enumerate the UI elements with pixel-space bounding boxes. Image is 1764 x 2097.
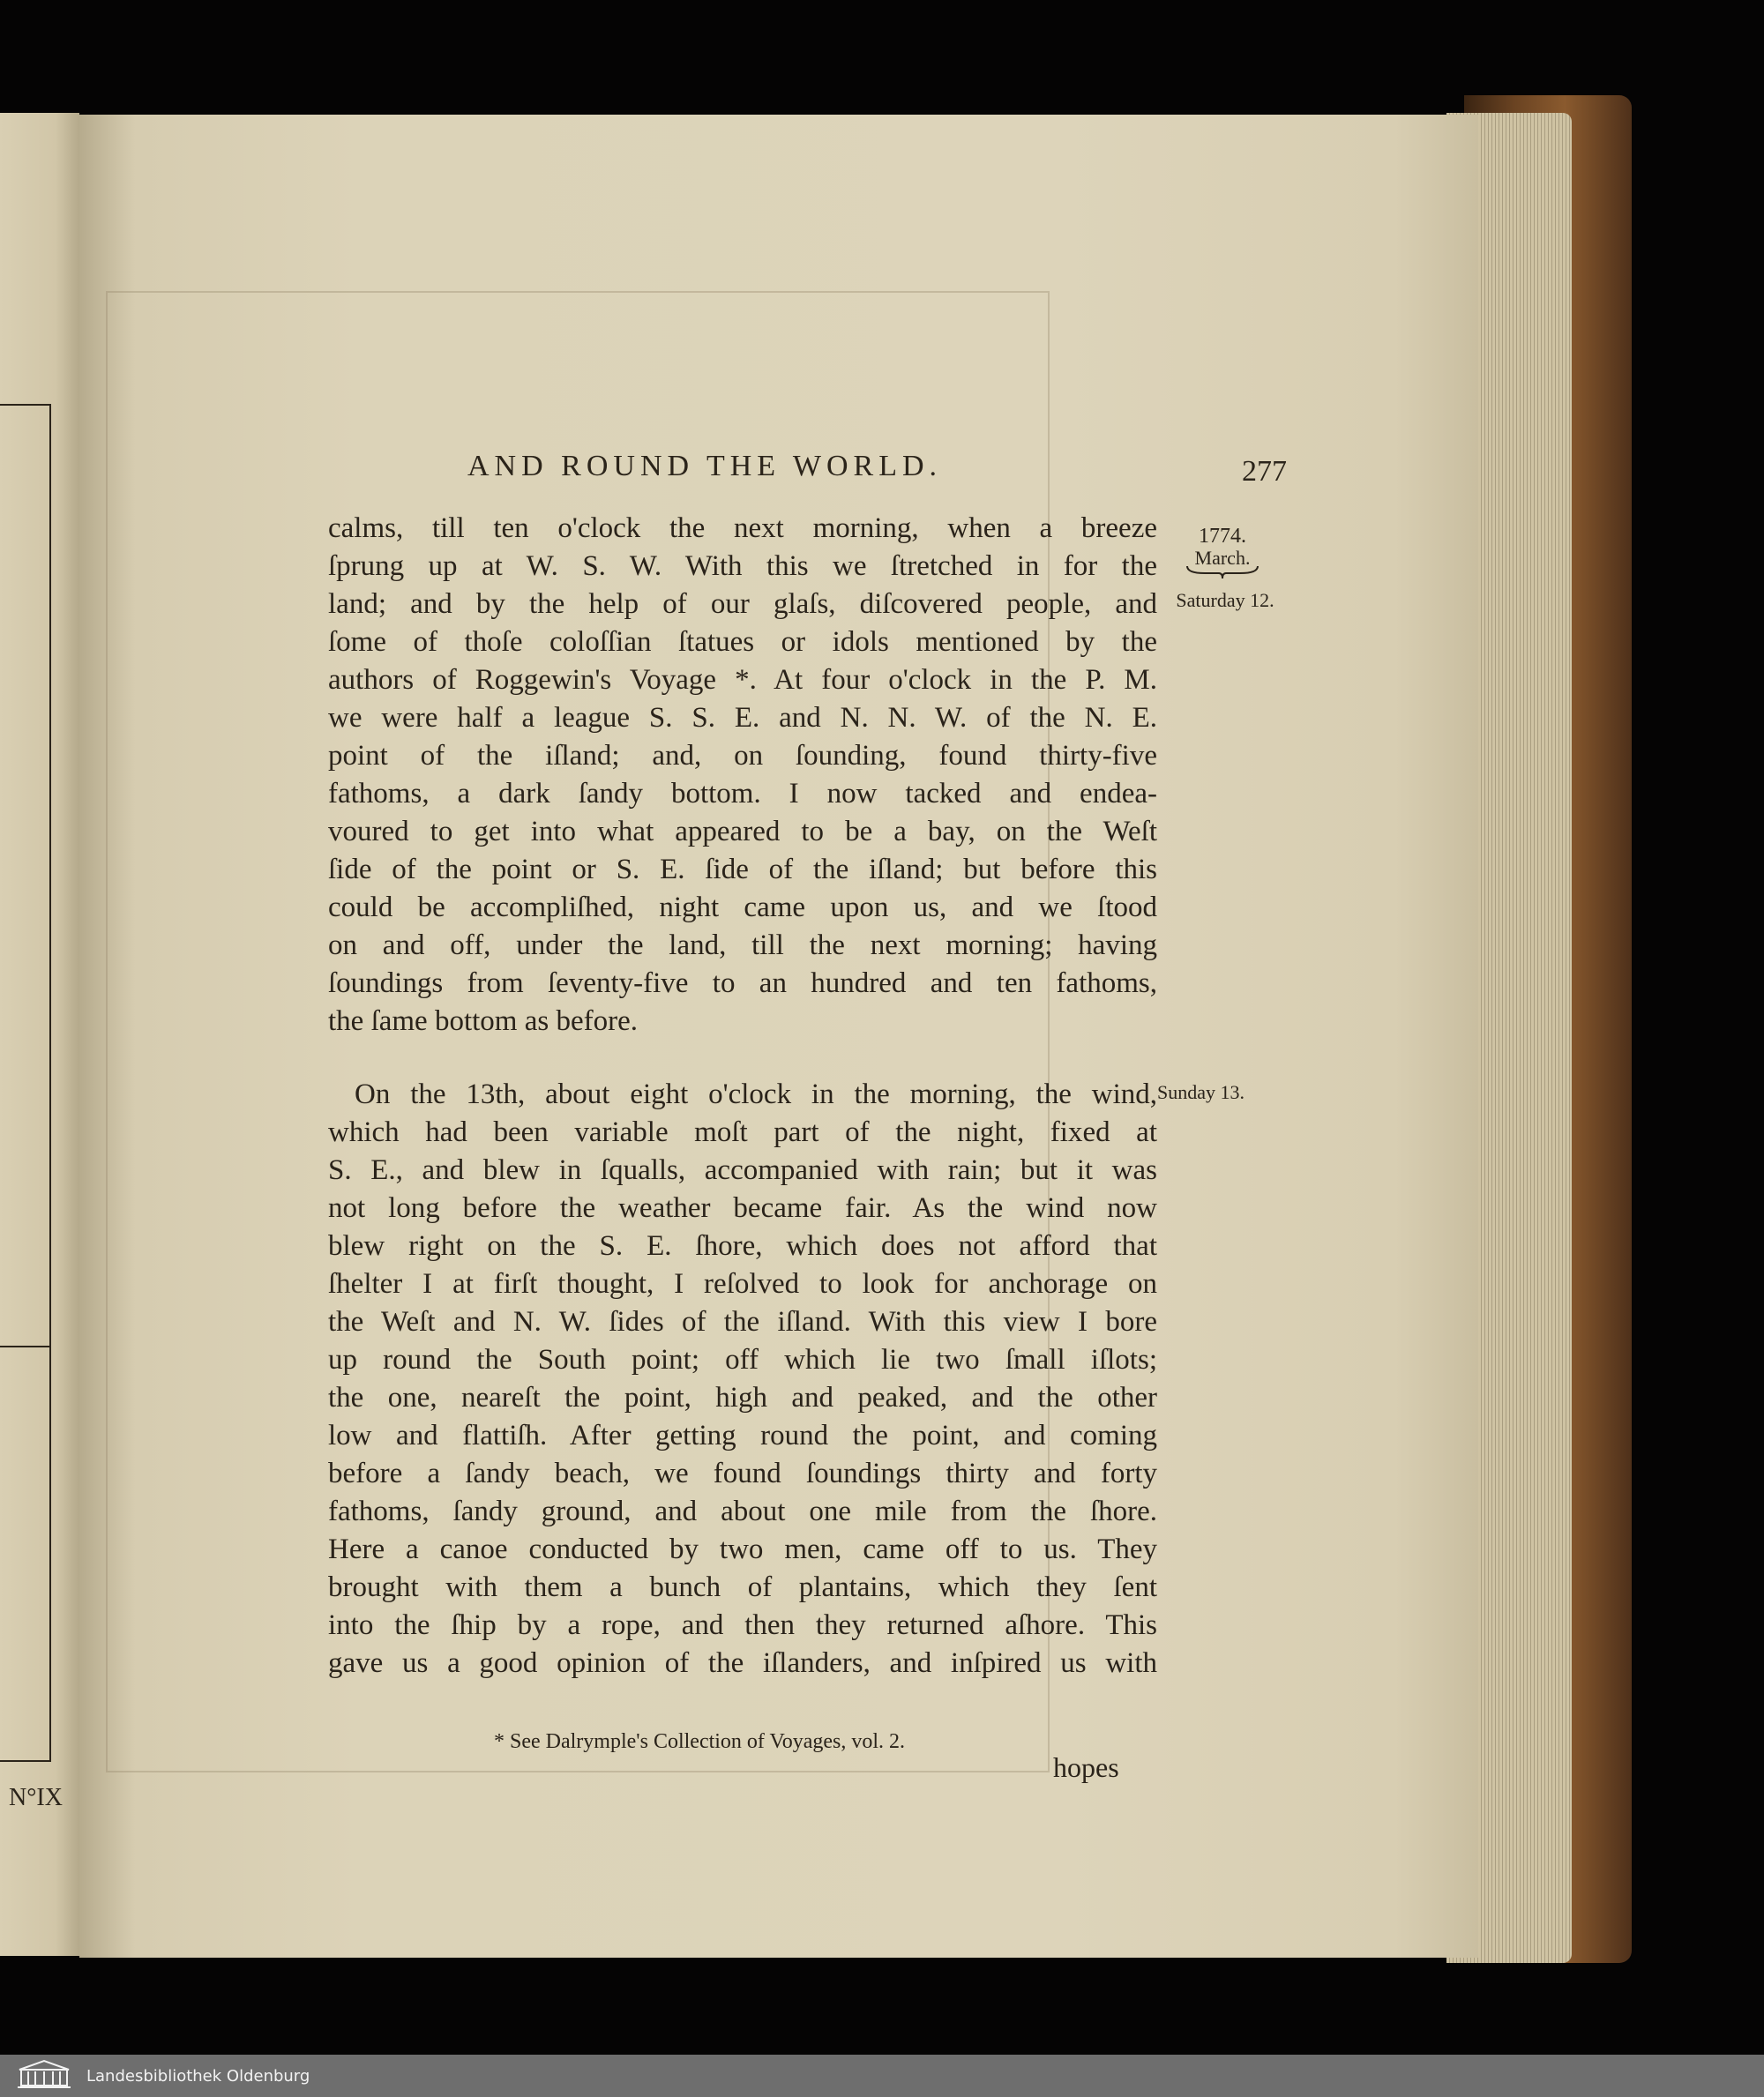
margin-note-year: 1774. [1199,525,1246,548]
text-line: On the 13th, about eight o'clock in the morning, the wind, [355,1078,1157,1110]
left-page-rule [0,1346,51,1347]
paragraph-2 [328,1076,1157,1683]
text-line: voured to get into what appeared to be a bay, on the Weſt [328,816,1157,847]
text-line: ſhelter I at firſt thought, I reſolved to look for anchorage on [328,1268,1157,1300]
text-line: ſide of the point or S. E. ſide of the iſland; but before this [328,854,1157,885]
text-line: S. E., and blew in ſqualls, accompanied with rain; but it was [328,1154,1157,1186]
left-page-mark: N°IX [9,1784,63,1811]
text-line: authors of Roggewin's Voyage *. At four o'clock in the P. M. [328,664,1157,696]
text-line: Here a canoe conducted by two men, came off to us. They [328,1534,1157,1565]
brace-icon [1170,563,1275,584]
text-line: we were half a league S. S. E. and N. N. W. of the N. E. [328,702,1157,734]
text-line: the Weſt and N. W. ſides of the iſland. With this view I bore [328,1306,1157,1338]
text-line: the ſame bottom as before. [328,1005,638,1037]
text-line: fathoms, a dark ſandy bottom. I now tacked and endea- [328,778,1157,810]
text-line: up round the South point; off which lie two ſmall iſlots; [328,1344,1157,1376]
text-line: before a ſandy beach, we found ſoundings thirty and forty [328,1458,1157,1489]
left-page-frame [0,404,51,1762]
left-page-fragment [0,113,79,1956]
footnote: * See Dalrymple's Collection of Voyages, vol. 2. [494,1730,906,1753]
body-text [328,510,1157,1683]
paragraph-1 [328,510,1157,1041]
text-line: blew right on the S. E. ſhore, which does not afford that [328,1230,1157,1262]
text-line: fathoms, ſandy ground, and about one mile from the ſhore. [328,1496,1157,1527]
text-line: point of the iſland; and, on ſounding, found thirty-five [328,740,1157,772]
text-line: which had been variable moſt part of the night, fixed at [328,1116,1157,1148]
text-line: ſprung up at W. S. W. With this we ſtretched in for the [328,550,1157,582]
page-number: 277 [1242,455,1287,488]
paragraph-gap [328,1041,1157,1076]
library-building-icon [16,2059,72,2093]
text-line: could be accompliſhed, night came upon us, and we ſtood [328,892,1157,923]
text-line: brought with them a bunch of plantains, which they ſent [328,1571,1157,1603]
catchword: hopes [1053,1751,1119,1783]
margin-note-sunday: Sunday 13. [1157,1081,1245,1103]
footer-bar [0,2055,1764,2097]
text-line: not long before the weather became fair. As the wind now [328,1192,1157,1224]
text-line: ſome of thoſe coloſſian ſtatues or idols mentioned by the [328,626,1157,658]
text-line: ſoundings from ſeventy-five to an hundred and ten fathoms, [328,967,1157,999]
text-line: on and off, under the land, till the next morning; having [328,929,1157,961]
text-line: gave us a good opinion of the iſlanders, and inſpired us with [328,1647,1157,1679]
text-line: the one, neareſt the point, high and peaked, and the other [328,1382,1157,1414]
running-head: AND ROUND THE WORLD. [467,450,943,482]
text-line: calms, till ten o'clock the next morning, when a breeze [328,512,1157,544]
book-page [79,115,1478,1958]
text-line: low and flattiſh. After getting round the point, and coming [328,1420,1157,1451]
text-line: into the ſhip by a rope, and then they returned aſhore. This [328,1609,1157,1641]
margin-note-saturday: Saturday 12. [1176,589,1274,611]
margin-note-month: March. [1194,547,1251,569]
library-name: Landesbibliothek Oldenburg [86,2066,310,2086]
text-line: land; and by the help of our glaſs, diſcovered people, and [328,588,1157,620]
